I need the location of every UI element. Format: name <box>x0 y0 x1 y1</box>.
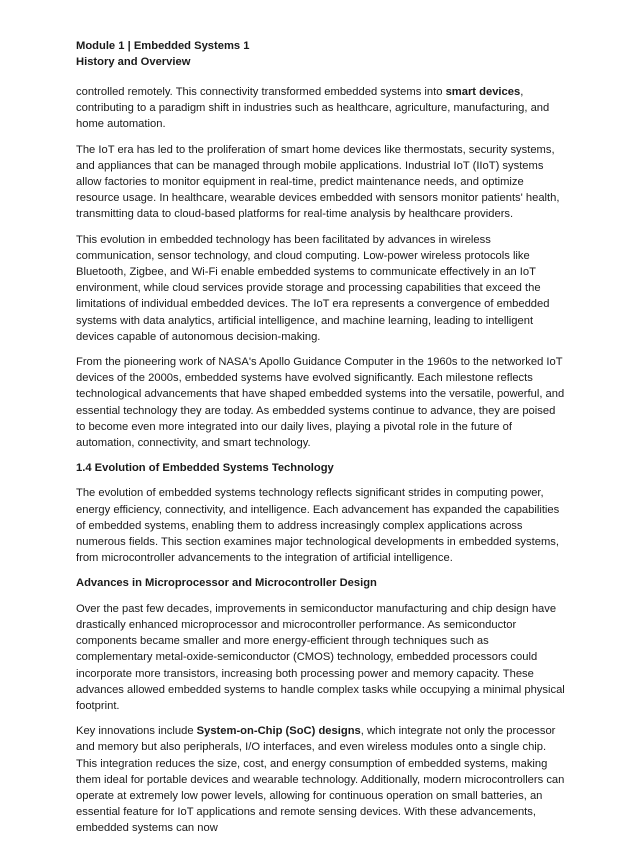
text-span: , which integrate not only the processor and memory but also peripherals, I/O interfaces, and even wireless modules onto a single chip. This integration reduces the size, cost, and energy consumption of embedded systems, making them ideal for portable devices and wearable technology. Additionally, modern microcontrollers can operate at extremely low power levels, allowing for continuous operation on small batteries, an essential feature for IoT applications and remote sensing devices. With these advancements, embedded systems can now <box>76 725 565 835</box>
text-span: Key innovations include <box>76 725 197 738</box>
page-header <box>76 38 566 70</box>
document-page <box>76 38 566 846</box>
paragraph-iot-connectivity <box>76 84 566 133</box>
text-span: controlled remotely. This connectivity transformed embedded systems into <box>76 86 446 98</box>
bold-term-soc: System-on-Chip (SoC) designs <box>196 725 361 738</box>
bold-term-smart-devices: smart devices <box>445 86 521 98</box>
module-title: Module 1 | Embedded Systems 1 <box>76 40 250 52</box>
section-heading-1-4: 1.4 Evolution of Embedded Systems Technology <box>76 462 334 475</box>
paragraph-evolution-facilitated: This evolution in embedded technology has been facilitated by advances in wireless communication, sensor technology, and cloud computing. Low-power wireless protocols like Bluetooth, Zigbee, and Wi-Fi enable embedded systems to communicate effectively in an IoT environment, while cloud services provide storage and processing capabilities that exceed the limitations of individual embedded devices. The IoT era represents a convergence of embedded systems with data analytics, artificial intelligence, and machine learning, leading to intelligent devices capable of autonomous decision-making. <box>76 233 550 343</box>
text-span: , contributing to a paradigm shift in industries such as healthcare, agriculture, manufacturing, and home automation. <box>76 86 550 131</box>
paragraph-soc-innovations <box>76 723 566 836</box>
paragraph-section-1-4-intro: The evolution of embedded systems technology reflects significant strides in computing power, energy efficiency, connectivity, and intelligence. Each advancement has expanded the capabilities of embedded systems, enabling them to address increasingly complex applications across numerous fields. This section examines major technological developments in embedded systems, from microcontroller advancements to the integration of artificial intelligence. <box>76 487 560 565</box>
module-subtitle: History and Overview <box>76 56 191 68</box>
subsection-heading-microprocessor: Advances in Microprocessor and Microcontroller Design <box>76 577 377 590</box>
paragraph-semiconductor-advances: Over the past few decades, improvements in semiconductor manufacturing and chip design have drastically enhanced microprocessor and microcontroller performance. As semiconductor components became smaller and more energy-efficient through techniques such as complementary metal-oxide-semiconductor (CMOS) technology, embedded processors could incorporate more transistors, increasing both processing power and memory capacity. These advances allowed embedded systems to handle complex tasks while occupying a minimal physical footprint. <box>76 602 565 712</box>
paragraph-apollo-to-iot: From the pioneering work of NASA's Apollo Guidance Computer in the 1960s to the networked IoT devices of the 2000s, embedded systems have evolved significantly. Each milestone reflects technological advancements that have shaped embedded systems into the versatile, powerful, and essential technology they are today. As embedded systems continue to advance, they are poised to become even more integrated into our daily lives, playing a pivotal role in the future of automation, connectivity, and smart technology. <box>76 356 565 450</box>
paragraph-iot-era: The IoT era has led to the proliferation of smart home devices like thermostats, security systems, and appliances that can be managed through mobile applications. Industrial IoT (IIoT) systems allow factories to monitor equipment in real-time, predict maintenance needs, and optimize resource usage. In healthcare, wearable devices embedded with sensors monitor patients' health, transmitting data to cloud-based platforms for real-time analysis by healthcare providers. <box>76 143 560 221</box>
